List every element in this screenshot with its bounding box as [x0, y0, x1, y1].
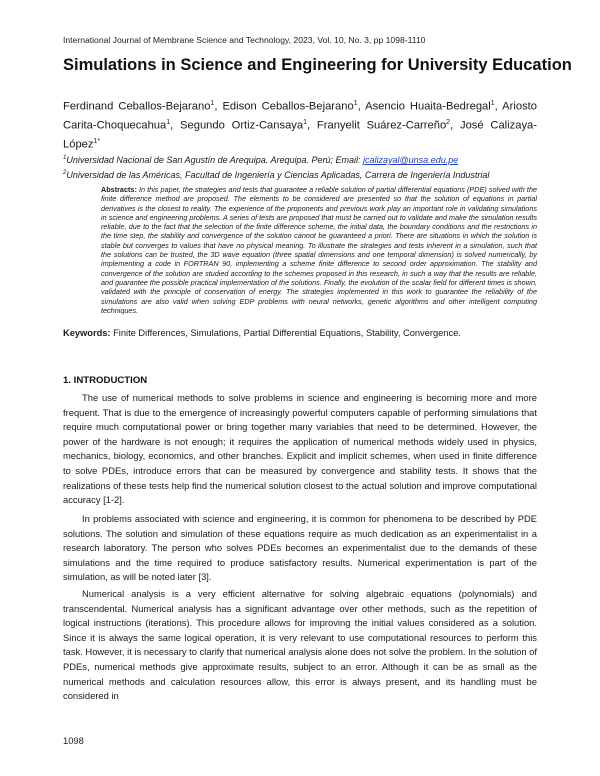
author: Asencio Huaita-Bedregal — [365, 100, 491, 113]
author: Edison Ceballos-Bejarano — [222, 100, 354, 113]
author: Ferdinand Ceballos-Bejarano — [63, 100, 211, 113]
affiliation-text: Universidad de las Américas, Facultad de Ingeniería y Ciencias Aplicadas, Carrera de Ingeniería Industrial — [66, 170, 490, 180]
running-head: International Journal of Membrane Science and Technology, 2023, Vol. 10, No. 3, pp 1098-1110 — [63, 35, 426, 45]
author-affiliation-mark: 1 — [210, 100, 215, 107]
author-affiliation-mark: 1 — [303, 119, 308, 127]
paragraph: Numerical analysis is a very efficient alternative for solving algebraic equations (polynomials) and transcendental. Numerical analysis has a significant advantage over other methods, such as the repetition of logical instructions (iterations). This procedure allows for improving the initial values considered as a solution. Since it is always the same logical operation, it is very relevant to use computational resources to perform this task. However, it is necessary to clarify that numerical analysis alone does not solve the problem. In the solution of PDEs, numerical methods give approximate results, subject to an error. Although it can be as small as the numerical methods and calculation resources allow, this error is always present, and its handling must be considered in — [63, 588, 537, 702]
page-number: 1098 — [63, 735, 84, 746]
author: José Calizaya-López — [63, 119, 538, 152]
author-affiliation-mark: 2 — [446, 119, 451, 127]
affiliation-mark: 2 — [63, 170, 67, 176]
author: Ariosto Carita-Choquecahua — [63, 100, 537, 132]
affiliation-1 — [63, 155, 543, 165]
paragraph: The use of numerical methods to solve problems in science and engineering is becoming more and more frequent. That is due to the emergence of increasingly powerful computers capable of performing simulations that require much computational power or bring together many variables that need to be determined. However, the power of the hardware is not enough; it requires the application of numerical methods widely used in physics, mechanics, biology, economics, and other branches. Explicit and implicit schemes, when used in finite difference to solve PDEs, introduce errors that can be measured by convergence and stability tests. It shows that the realizations of these tests help find the numerical solution closest to the actual solution and improve computational accuracy [1-2]. — [63, 392, 537, 506]
author-separator: , — [214, 100, 223, 113]
author: Franyelit Suárez-Carreño — [316, 119, 447, 132]
author-affiliation-mark: 1 — [166, 119, 171, 127]
abstract-label: Abstracts: — [101, 185, 137, 194]
section-heading-introduction: 1. INTRODUCTION — [63, 375, 148, 386]
author-list — [63, 96, 537, 153]
author-affiliation-mark: 1 — [353, 100, 358, 107]
author-affiliation-mark: 1 — [490, 100, 495, 107]
affiliation-mark: 1 — [63, 155, 67, 161]
paragraph: In problems associated with science and engineering, it is common for phenomena to be described by PDE solutions. The solution and simulation of these equations require as much dedication as an experimentalist in a research laboratory. The person who solves PDEs becomes an experimentalist due to the demands of these simulations and the time required to produce satisfactory results. Numerical experimentation is part of the simulation, as will be noted later [3]. — [63, 513, 537, 583]
abstract — [101, 185, 537, 315]
keywords — [63, 328, 543, 338]
keywords-label: Keywords: — [63, 328, 111, 338]
author-separator: , — [357, 100, 366, 113]
author-separator: , — [307, 119, 317, 132]
affiliation-2 — [63, 170, 543, 180]
keywords-text: Finite Differences, Simulations, Partial Differential Equations, Stability, Convergence. — [110, 328, 461, 338]
affiliation-text: Universidad Nacional de San Agustín de Arequipa. Arequipa. Perú; Email: — [66, 155, 364, 165]
email-link[interactable]: jcalizayal@unsa.edu.pe — [363, 155, 459, 165]
article-title: Simulations in Science and Engineering for University Education — [63, 56, 572, 74]
author-affiliation-mark: 1* — [93, 138, 101, 146]
author-separator: , — [170, 119, 181, 132]
author: Segundo Ortiz-Cansaya — [180, 119, 304, 132]
abstract-text: In this paper, the strategies and tests that guarantee a reliable solution of partial differential equations (PDE) solved with the finite difference method are proposed. The elements to be considered are presented so that the solution of equations in partial derivatives is the closest to reality. The experience of the proponents and previous work play an important role in validating simulations in science and engineering problems. A series of tests are proposed that must be carried out to validate and make the simulation results reliable, due to the fact that the selection of the finite difference scheme, the initial data, the boundary conditions and the restrictions in the time step, the stability and convergence of the solution cannot be guaranteed a priori. There are situations in which the solution is stable but converges to values that have no physical meaning. To illustrate the strategies and tests inherent in a simulation, such that the solutions can be trusted, the 3D wave equation (three spatial dimensions and one temporal dimension) is solved numerically, by implementing a code in FORTRAN 90, implementing a scheme finite difference to second order approximation. The stability and convergence of the solution are studied according to the schemes proposed in this research, in such a way that the results are reliable, and guarantee the possible practical implementation of the solutions. Finally, the evolution of the scalar field for different times is shown, validated with the principle of conservation of energy. The strategies implemented in this work to guarantee the reliability of the simulations are also valid when solving EDP problems with neural networks, genetic algorithms and other intelligent computing techniques. — [101, 185, 538, 315]
author-separator: , — [494, 100, 503, 113]
author-separator: , — [450, 119, 460, 132]
